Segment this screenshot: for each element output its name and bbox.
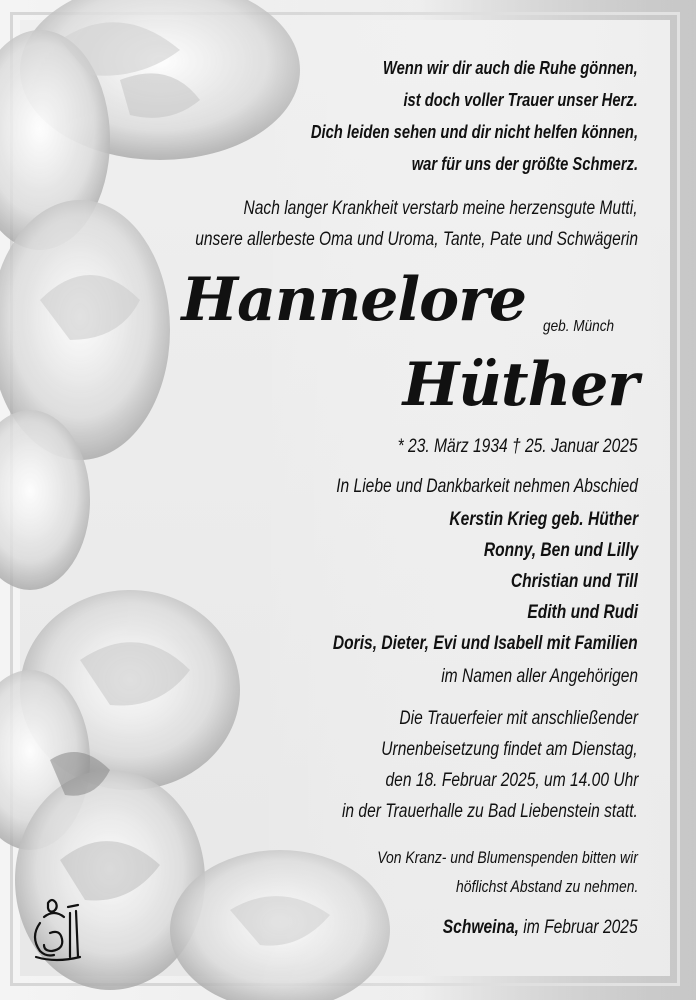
last-name: Hüther: [402, 350, 638, 420]
mourner-name: Doris, Dieter, Evi und Isabell mit Familien: [333, 633, 638, 654]
funeral-line: Urnenbeisetzung findet am Dienstag,: [381, 739, 638, 760]
poem-line: Wenn wir dir auch die Ruhe gönnen,: [383, 58, 638, 78]
place-date: [443, 917, 638, 939]
life-dates: * 23. März 1934 † 25. Januar 2025: [398, 436, 638, 457]
poem-line: ist doch voller Trauer unser Herz.: [403, 90, 638, 110]
funeral-line: Die Trauerfeier mit anschließender: [399, 708, 638, 729]
mourner-name: Edith und Rudi: [527, 602, 638, 623]
farewell-closing: im Namen aller Angehörigen: [441, 666, 638, 687]
mourner-name: Ronny, Ben und Lilly: [483, 540, 638, 561]
obituary-text: [120, 0, 638, 1000]
flowers-note-line: Von Kranz- und Blumenspenden bitten wir: [377, 848, 638, 867]
maiden-name: geb. Münch: [543, 318, 615, 335]
poem-line: Dich leiden sehen und dir nicht helfen können,: [310, 122, 638, 142]
funeral-line: den 18. Februar 2025, um 14.00 Uhr: [385, 770, 638, 791]
first-name: Hannelore: [181, 265, 526, 335]
mourner-name: Kerstin Krieg geb. Hüther: [449, 509, 638, 530]
place-name: Schweina,: [443, 917, 520, 938]
poem-line: war für uns der größte Schmerz.: [411, 154, 638, 174]
funeral-line: in der Trauerhalle zu Bad Liebenstein statt.: [342, 801, 638, 822]
intro-line: Nach langer Krankheit verstarb meine herzensgute Mutti,: [243, 198, 638, 219]
funeral-home-logo-icon: [28, 893, 88, 965]
farewell-intro: In Liebe und Dankbarkeit nehmen Abschied: [336, 476, 638, 497]
date-text: im Februar 2025: [523, 917, 638, 938]
intro-line: unsere allerbeste Oma und Uroma, Tante, Pate und Schwägerin: [195, 229, 638, 250]
flowers-note-line: höflichst Abstand zu nehmen.: [455, 877, 638, 896]
mourner-name: Christian und Till: [511, 571, 638, 592]
